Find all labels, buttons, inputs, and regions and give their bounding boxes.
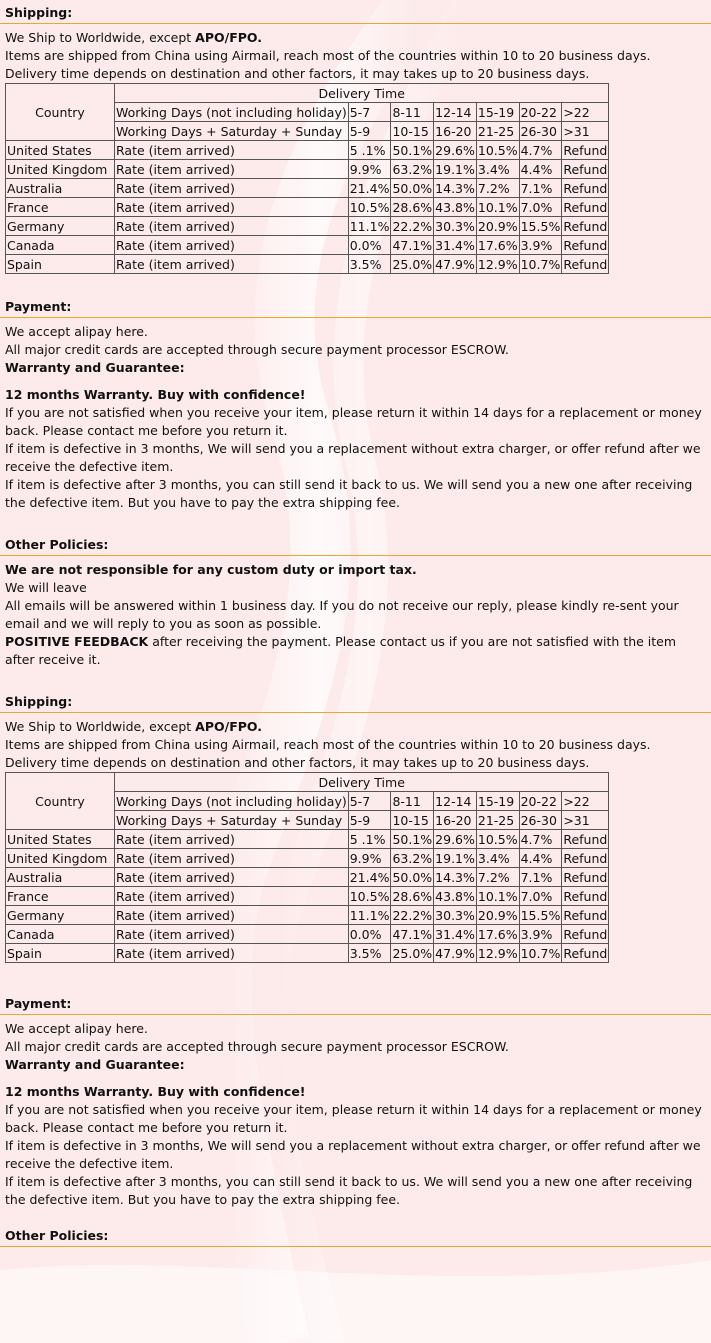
country-cell: Australia xyxy=(6,179,115,198)
payment-section xyxy=(0,991,711,1209)
table-row xyxy=(6,925,609,944)
other-policies-heading: Other Policies: xyxy=(0,1223,711,1247)
delivery-time-header: Delivery Time xyxy=(115,84,609,103)
table-cell: 29.6% xyxy=(435,831,475,847)
table-row xyxy=(6,198,609,217)
table-cell: 20-22 xyxy=(519,792,562,811)
payment-line-1: We accept alipay here. xyxy=(5,1021,148,1036)
shipping-exception: APO/FPO. xyxy=(195,30,262,45)
table-cell: 26-30 xyxy=(519,811,562,830)
other-policies-heading: Other Policies: xyxy=(0,532,711,556)
country-cell: Spain xyxy=(6,944,115,963)
table-cell: 25.0% xyxy=(392,945,433,961)
table-cell: 19.1% xyxy=(435,850,475,866)
table-cell: 47.9% xyxy=(435,256,475,272)
table-cell: 43.8% xyxy=(435,888,475,904)
table-cell: 10-15 xyxy=(391,811,434,830)
country-cell: Canada xyxy=(6,236,115,255)
table-cell: 9.9% xyxy=(348,160,391,179)
warranty-title xyxy=(5,386,706,404)
warranty-line-1: If you are not satisfied when you receive your item, please return it within 14 days for a replacement or money back. Please contact me before you return it. xyxy=(5,1102,702,1135)
table-cell: 7.1% xyxy=(519,868,562,887)
shipping-exception: APO/FPO. xyxy=(195,719,262,734)
table-cell: 20-22 xyxy=(519,103,562,122)
policy-line-1-text: We are not responsible for any custom duty or import tax. xyxy=(5,562,417,577)
table-cell: Refund xyxy=(563,926,608,942)
table-cell: 50.1% xyxy=(392,831,433,847)
shipping-line-1 xyxy=(5,718,706,736)
table-cell: 4.7% xyxy=(519,830,562,849)
table-cell: 17.6% xyxy=(477,237,518,253)
table-cell: 10.5% xyxy=(477,142,518,158)
table-cell: Refund xyxy=(563,888,608,904)
warranty-title xyxy=(5,1083,706,1101)
table-cell: 11.1% xyxy=(349,218,390,234)
table-cell: 15-19 xyxy=(476,792,519,811)
table-cell: 10.5% xyxy=(349,888,390,904)
table-row xyxy=(6,217,609,236)
rate-label-cell: Rate (item arrived) xyxy=(115,906,349,925)
table-cell: 43.8% xyxy=(435,199,475,215)
table-cell: 5-9 xyxy=(348,811,391,830)
warranty-line-3: If item is defective after 3 months, you can still send it back to us. We will send you a new one after receiving the defective item. But you have to pay the extra shipping fee. xyxy=(5,477,693,510)
rate-label-cell: Rate (item arrived) xyxy=(115,217,349,236)
warranty-heading-text: Warranty and Guarantee: xyxy=(5,360,185,375)
table-cell: 10.7% xyxy=(520,256,561,272)
table-row xyxy=(6,944,609,963)
table-cell: 5 .1% xyxy=(348,141,391,160)
shipping-section xyxy=(0,0,711,274)
policy-line-2: We will leave xyxy=(5,580,87,595)
country-cell: Germany xyxy=(6,906,115,925)
table-cell: 21-25 xyxy=(476,811,519,830)
country-cell: France xyxy=(6,198,115,217)
table-cell: 4.4% xyxy=(519,160,562,179)
payment-line-2: All major credit cards are accepted through secure payment processor ESCROW. xyxy=(5,1039,509,1054)
table-row xyxy=(6,906,609,925)
table-cell: >31 xyxy=(562,122,609,141)
table-row xyxy=(6,868,609,887)
table-cell: 5-7 xyxy=(348,103,391,122)
rate-label-cell: Rate (item arrived) xyxy=(115,849,349,868)
warranty-line-2: If item is defective in 3 months, We will send you a replacement without extra charger, or offer refund after we receive the defective item. xyxy=(5,1138,701,1171)
table-cell: 3.9% xyxy=(519,925,562,944)
table-cell: 50.1% xyxy=(392,142,433,158)
shipping-line-1 xyxy=(5,29,706,47)
rate-label-cell: Rate (item arrived) xyxy=(115,160,349,179)
table-cell: 10.7% xyxy=(520,945,561,961)
table-cell: 15.5% xyxy=(520,907,561,923)
table-cell: 0.0% xyxy=(348,925,391,944)
table-cell: 22.2% xyxy=(392,907,433,923)
delivery-table xyxy=(5,83,609,274)
table-cell: 5-9 xyxy=(348,122,391,141)
table-cell: 10.1% xyxy=(477,888,518,904)
table-cell: >22 xyxy=(562,103,609,122)
payment-heading: Payment: xyxy=(0,991,711,1015)
table-cell: 20.9% xyxy=(477,907,518,923)
table-cell: 12.9% xyxy=(477,256,518,272)
table-cell: 17.6% xyxy=(477,926,518,942)
table-row xyxy=(6,236,609,255)
payment-line-2: All major credit cards are accepted through secure payment processor ESCROW. xyxy=(5,342,509,357)
warranty-title-text: 12 months Warranty. Buy with confidence! xyxy=(5,1084,306,1099)
table-cell: 21-25 xyxy=(476,122,519,141)
table-cell: 30.3% xyxy=(435,907,475,923)
table-cell: 28.6% xyxy=(392,199,433,215)
working-days-weekend-label: Working Days + Saturday + Sunday xyxy=(115,811,349,830)
rate-label-cell: Rate (item arrived) xyxy=(115,944,349,963)
shipping-line-3: Delivery time depends on destination and other factors, it may takes up to 20 business days. xyxy=(5,755,590,770)
working-days-label: Working Days (not including holiday) xyxy=(116,104,347,120)
table-cell: 10-15 xyxy=(391,122,434,141)
table-cell: 21.4% xyxy=(349,180,390,196)
table-cell: >22 xyxy=(562,792,609,811)
table-cell: 3.5% xyxy=(348,255,391,274)
table-cell: 10.5% xyxy=(477,831,518,847)
table-row xyxy=(6,255,609,274)
shipping-line-1-text: We Ship to Worldwide, except xyxy=(5,30,196,45)
table-cell: 19.1% xyxy=(435,161,475,177)
table-cell: 10.5% xyxy=(349,199,390,215)
shipping-line-3: Delivery time depends on destination and other factors, it may takes up to 20 business days. xyxy=(5,66,590,81)
table-cell: 47.9% xyxy=(435,945,475,961)
country-cell: Germany xyxy=(6,217,115,236)
table-cell: Refund xyxy=(563,142,608,158)
table-cell: 3.4% xyxy=(476,849,519,868)
table-cell: Refund xyxy=(563,256,608,272)
table-cell: 3.9% xyxy=(519,236,562,255)
table-cell: 8-11 xyxy=(391,103,434,122)
table-cell: 29.6% xyxy=(435,142,475,158)
warranty-line-1: If you are not satisfied when you receive your item, please return it within 14 days for a replacement or money back. Please contact me before you return it. xyxy=(5,405,702,438)
table-cell: 7.2% xyxy=(476,868,519,887)
table-cell: 16-20 xyxy=(434,122,477,141)
policy-line-3: All emails will be answered within 1 business day. If you do not receive our reply, please kindly re-sent your email and we will reply to you as soon as possible. xyxy=(5,598,679,631)
table-cell: 15.5% xyxy=(520,218,561,234)
table-cell: 3.4% xyxy=(476,160,519,179)
table-cell: 14.3% xyxy=(435,180,475,196)
table-cell: 47.1% xyxy=(392,926,433,942)
table-cell: 47.1% xyxy=(392,237,433,253)
warranty-heading xyxy=(5,359,706,377)
country-cell: France xyxy=(6,887,115,906)
table-cell: 14.3% xyxy=(435,869,475,885)
payment-section xyxy=(0,294,711,512)
rate-label-cell: Rate (item arrived) xyxy=(115,925,349,944)
country-header: Country xyxy=(6,773,115,830)
table-cell: Refund xyxy=(563,869,608,885)
table-cell: 30.3% xyxy=(435,218,475,234)
table-cell: 12-14 xyxy=(434,792,477,811)
table-cell: 20.9% xyxy=(477,218,518,234)
other-policies-section xyxy=(0,1223,711,1247)
working-days-label: Working Days (not including holiday) xyxy=(116,793,347,809)
rate-label-cell: Rate (item arrived) xyxy=(115,236,349,255)
shipping-heading: Shipping: xyxy=(0,689,711,713)
country-cell: Canada xyxy=(6,925,115,944)
table-cell: 8-11 xyxy=(391,792,434,811)
table-cell: 21.4% xyxy=(349,869,390,885)
warranty-heading-text: Warranty and Guarantee: xyxy=(5,1057,185,1072)
payment-line-1: We accept alipay here. xyxy=(5,324,148,339)
shipping-line-2: Items are shipped from China using Airmail, reach most of the countries within 10 to 20 business days. xyxy=(5,48,651,63)
warranty-line-3: If item is defective after 3 months, you can still send it back to us. We will send you a new one after receiving the defective item. But you have to pay the extra shipping fee. xyxy=(5,1174,693,1207)
shipping-heading: Shipping: xyxy=(0,0,711,24)
table-cell: Refund xyxy=(563,831,608,847)
table-cell: 5-7 xyxy=(348,792,391,811)
rate-label-cell: Rate (item arrived) xyxy=(115,179,349,198)
delivery-table xyxy=(5,772,609,963)
shipping-line-2: Items are shipped from China using Airmail, reach most of the countries within 10 to 20 business days. xyxy=(5,737,651,752)
table-cell: 11.1% xyxy=(349,907,390,923)
policy-line-4 xyxy=(5,633,706,669)
table-cell: Refund xyxy=(563,218,608,234)
table-cell: 4.7% xyxy=(519,141,562,160)
country-cell: United States xyxy=(6,141,115,160)
table-row xyxy=(6,160,609,179)
shipping-section xyxy=(0,689,711,963)
table-row xyxy=(6,849,609,868)
table-cell: >31 xyxy=(562,811,609,830)
table-cell: 5 .1% xyxy=(348,830,391,849)
delivery-time-header: Delivery Time xyxy=(115,773,609,792)
table-cell: 12-14 xyxy=(434,103,477,122)
table-cell: Refund xyxy=(563,237,608,253)
table-cell: 31.4% xyxy=(435,926,475,942)
warranty-heading xyxy=(5,1056,706,1074)
table-cell: 3.5% xyxy=(348,944,391,963)
payment-heading: Payment: xyxy=(0,294,711,318)
country-cell: United Kingdom xyxy=(6,160,115,179)
table-cell: 26-30 xyxy=(519,122,562,141)
table-row xyxy=(6,179,609,198)
table-row xyxy=(6,887,609,906)
table-cell: Refund xyxy=(563,199,608,215)
table-cell: 0.0% xyxy=(348,236,391,255)
table-cell: Refund xyxy=(563,945,608,961)
table-cell: 15-19 xyxy=(476,103,519,122)
table-cell: 28.6% xyxy=(392,888,433,904)
country-cell: Spain xyxy=(6,255,115,274)
country-cell: Australia xyxy=(6,868,115,887)
policy-line-1 xyxy=(5,561,706,579)
rate-label-cell: Rate (item arrived) xyxy=(115,198,349,217)
table-cell: 16-20 xyxy=(434,811,477,830)
rate-label-cell: Rate (item arrived) xyxy=(115,868,349,887)
table-cell: 10.1% xyxy=(477,199,518,215)
table-cell: 7.1% xyxy=(519,179,562,198)
positive-feedback-text: POSITIVE FEEDBACK xyxy=(5,634,149,649)
table-cell: 50.0% xyxy=(392,869,433,885)
shipping-line-1-text: We Ship to Worldwide, except xyxy=(5,719,196,734)
table-cell: 50.0% xyxy=(392,180,433,196)
working-days-weekend-label: Working Days + Saturday + Sunday xyxy=(115,122,349,141)
table-cell: Refund xyxy=(563,161,608,177)
table-cell: 7.2% xyxy=(476,179,519,198)
table-cell: 7.0% xyxy=(519,887,562,906)
rate-label-cell: Rate (item arrived) xyxy=(115,255,349,274)
rate-label-cell: Rate (item arrived) xyxy=(115,830,349,849)
rate-label-cell: Rate (item arrived) xyxy=(115,141,349,160)
table-row xyxy=(6,141,609,160)
table-row xyxy=(6,830,609,849)
country-header: Country xyxy=(6,84,115,141)
other-policies-section xyxy=(0,532,711,669)
table-cell: 12.9% xyxy=(477,945,518,961)
table-cell: Refund xyxy=(563,907,608,923)
warranty-line-2: If item is defective in 3 months, We will send you a replacement without extra charger, or offer refund after we receive the defective item. xyxy=(5,441,701,474)
table-cell: Refund xyxy=(563,180,608,196)
rate-label-cell: Rate (item arrived) xyxy=(115,887,349,906)
country-cell: United Kingdom xyxy=(6,849,115,868)
table-cell: 7.0% xyxy=(519,198,562,217)
country-cell: United States xyxy=(6,830,115,849)
table-cell: 31.4% xyxy=(435,237,475,253)
table-cell: 9.9% xyxy=(348,849,391,868)
warranty-title-text: 12 months Warranty. Buy with confidence! xyxy=(5,387,306,402)
table-cell: Refund xyxy=(563,850,608,866)
table-cell: 63.2% xyxy=(392,850,433,866)
table-cell: 63.2% xyxy=(392,161,433,177)
policy-line-4-text: after receiving the payment. Please contact us if you are not satisfied with the item after receive it. xyxy=(5,634,677,667)
table-cell: 22.2% xyxy=(392,218,433,234)
table-cell: 25.0% xyxy=(392,256,433,272)
table-cell: 4.4% xyxy=(519,849,562,868)
